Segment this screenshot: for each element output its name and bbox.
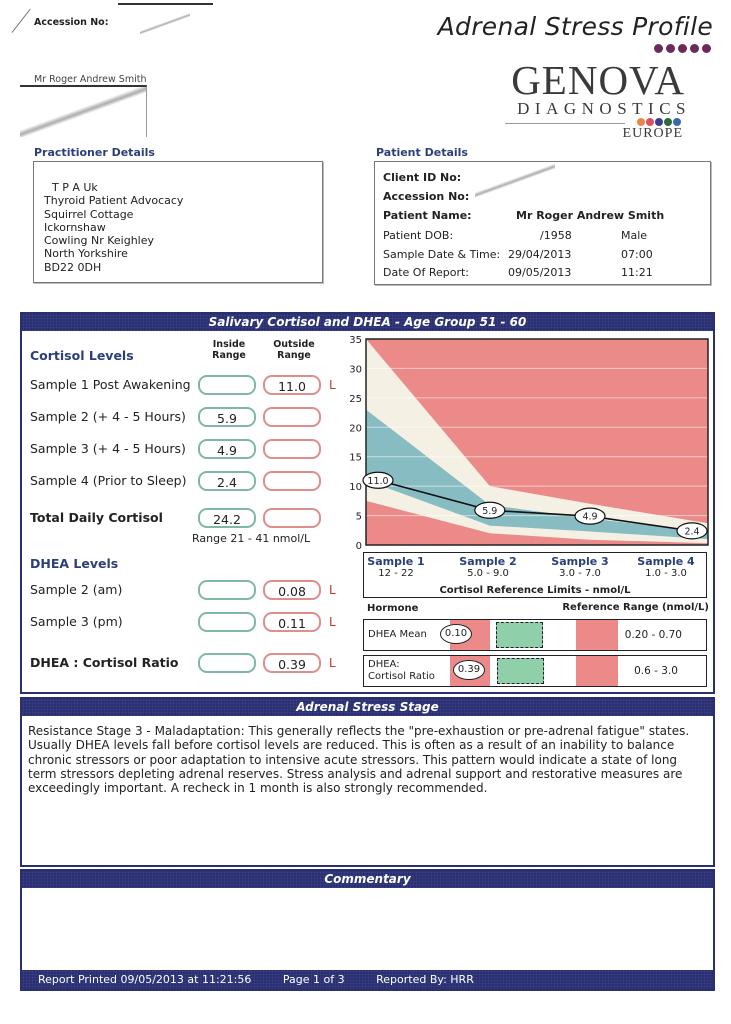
y-tick-label: 0 [355,541,362,551]
ref-sample-2: Sample 2 [459,555,517,568]
patient-name: Mr Roger Andrew Smith [516,209,665,222]
commentary-text [22,888,713,904]
y-tick-label: 15 [349,452,362,464]
sample-date-label: Sample Date & Time: [383,248,501,261]
dhea-mean-row [363,619,707,651]
dhea-row-label: Sample 2 (am) [30,582,123,597]
optimal-zone [497,658,544,684]
dhea-ratio-label [368,659,435,683]
practitioner-line: BD22 0DH [44,260,102,274]
patient-name-label: Patient Name: [383,209,472,222]
logo-region: EUROPE [622,126,683,141]
levels-area [22,333,362,689]
sample-time: 07:00 [621,248,653,261]
logo-dot [673,118,681,126]
stage-title: Adrenal Stress Stage [22,699,713,716]
outside-range-value: 0.08 [263,580,321,600]
logo-name: GENOVA [511,57,685,103]
patient-dob: /1958 [540,229,572,242]
practitioner-line: Thyroid Patient Advocacy [44,194,184,208]
data-point-label: 11.0 [367,475,389,487]
y-tick-label: 5 [355,511,362,523]
inside-range-value [198,580,256,600]
cortisol-dhea-panel [20,312,715,694]
report-date-label: Date Of Report: [383,266,469,279]
page-number: Page 1 of 3 [282,973,345,986]
hormone-header: Hormone [367,603,419,614]
reference-range-header: Reference Range (nmol/L) [562,602,709,613]
y-tick-label: 10 [349,482,362,494]
report-time: 11:21 [621,266,653,279]
dhea-row-label: DHEA : Cortisol Ratio [30,655,179,670]
outside-range-header: Outside Range [273,339,315,361]
patient-heading: Patient Details [376,146,468,159]
dhea-ratio-range: 0.6 - 3.0 [634,665,678,677]
dhea-heading: DHEA Levels [30,556,119,571]
inside-range-value [198,375,256,395]
practitioner-line: Ickornshaw [44,220,106,234]
dhea-cortisol-ratio-row [363,655,707,687]
practitioner-heading: Practitioner Details [34,146,155,159]
outside-range-value [263,471,321,491]
logo-dot [637,118,645,126]
ref-range-1: 12 - 22 [378,568,414,579]
sample-date: 29/04/2013 [508,248,572,261]
dhea-mean-label: DHEA Mean [368,629,427,640]
redaction-line [118,3,213,5]
data-point-label: 4.9 [582,511,598,523]
high-zone [576,620,618,650]
dob-label: Patient DOB: [383,229,454,242]
y-tick-label: 35 [349,335,362,346]
outside-range-value [263,439,321,459]
patient-sex: Male [621,229,648,242]
report-footer [22,970,713,989]
high-zone [576,656,618,686]
cortisol-chart [348,333,710,551]
dhea-mean-marker: 0.10 [440,624,472,644]
adrenal-stress-stage-panel [20,697,715,867]
report-date: 09/05/2013 [508,266,572,279]
reported-by: Reported By: HRR [376,973,474,986]
out-of-range-flag: L [329,583,336,597]
data-point-label: 2.4 [684,526,700,538]
practitioner-line: North Yorkshire [44,247,128,261]
y-tick-label: 20 [349,423,362,435]
outside-range-value [263,508,321,528]
y-tick-label: 30 [349,364,362,376]
practitioner-line: T P A Uk [52,181,98,194]
commentary-title: Commentary [22,871,713,888]
client-id-label: Client ID No: [383,171,462,184]
dhea-row-label: Sample 3 (pm) [30,614,123,629]
outside-range-value: 0.39 [263,653,321,673]
cortisol-row-label: Total Daily Cortisol [30,510,163,525]
logo-dot [646,118,654,126]
inside-range-value: 24.2 [198,508,256,528]
cortisol-row-label: Sample 2 (+ 4 - 5 Hours) [30,409,186,424]
inside-range-value [198,653,256,673]
cortisol-chart-svg [348,333,710,551]
optimal-zone [496,622,543,648]
ref-range-2: 5.0 - 9.0 [467,568,509,579]
y-tick-label: 25 [349,393,362,405]
genova-logo [495,57,691,150]
outside-range-value: 11.0 [263,375,321,395]
ref-range-3: 3.0 - 7.0 [559,568,601,579]
logo-rule [505,123,625,124]
inside-range-value: 2.4 [198,471,256,491]
inside-range-value [198,612,256,632]
commentary-panel [20,869,715,991]
outside-range-value: 0.11 [263,612,321,632]
logo-sub: DIAGNOSTICS [517,99,691,118]
ref-limits-caption: Cortisol Reference Limits - nmol/L [439,585,631,596]
practitioner-line: Cowling Nr Keighley [44,234,154,248]
title-dots [654,44,711,53]
pen-mark [12,9,31,33]
inside-range-header: Inside Range [212,339,246,361]
data-point-label: 5.9 [482,505,498,517]
dhea-ratio-label-line1: DHEA: [368,659,400,670]
ref-sample-4: Sample 4 [637,555,695,568]
logo-dot [664,118,672,126]
panel-title: Salivary Cortisol and DHEA - Age Group 51 - 60 [22,314,713,331]
report-title: Adrenal Stress Profile [437,12,713,41]
printed-timestamp: Report Printed 09/05/2013 at 11:21:56 [38,973,252,986]
cortisol-row-label: Sample 4 (Prior to Sleep) [30,473,187,488]
redacted-accession [140,12,190,36]
out-of-range-flag: L [329,378,336,392]
accession-label: Accession No: [34,17,109,28]
patient-box [374,161,711,285]
redacted-address-box [20,85,147,137]
reference-limits-box [363,552,707,598]
practitioner-address [44,181,183,274]
dhea-mean-range: 0.20 - 0.70 [624,629,682,641]
inside-range-value: 5.9 [198,407,256,427]
recipient-name: Mr Roger Andrew Smith [34,74,147,85]
inside-range-value: 4.9 [198,439,256,459]
cortisol-heading: Cortisol Levels [30,348,134,363]
dhea-ratio-marker: 0.39 [453,660,485,680]
total-range-note: Range 21 - 41 nmol/L [192,532,311,545]
logo-dot [655,118,663,126]
stage-description: Resistance Stage 3 - Maladaptation: This generally reflects the "pre-exhaustion or pre-adrenal fatigue" states. Usually DHEA levels fall before cortisol levels are reduced. This is often as a result of an inability to balance chronic stressors or poor adaptation to intensive acute stressors. This pattern would indicate a state of long term stressors depleting adrenal reserves. Stress analysis and adrenal support and restorative measures are exceedingly important. A recheck in 1 month is also strongly recommended. [28,724,690,796]
cortisol-row-label: Sample 1 Post Awakening [30,377,191,392]
dhea-ratio-label-line2: Cortisol Ratio [368,671,435,682]
outside-range-value [263,407,321,427]
ref-sample-1: Sample 1 [367,555,425,568]
logo-dots [637,118,681,126]
out-of-range-flag: L [329,615,336,629]
cortisol-row-label: Sample 3 (+ 4 - 5 Hours) [30,441,186,456]
ref-range-4: 1.0 - 3.0 [645,568,687,579]
out-of-range-flag: L [329,656,336,670]
redacted-ids [475,164,555,198]
ref-sample-3: Sample 3 [551,555,609,568]
practitioner-line: Squirrel Cottage [44,207,134,221]
patient-accession-label: Accession No: [383,190,470,203]
